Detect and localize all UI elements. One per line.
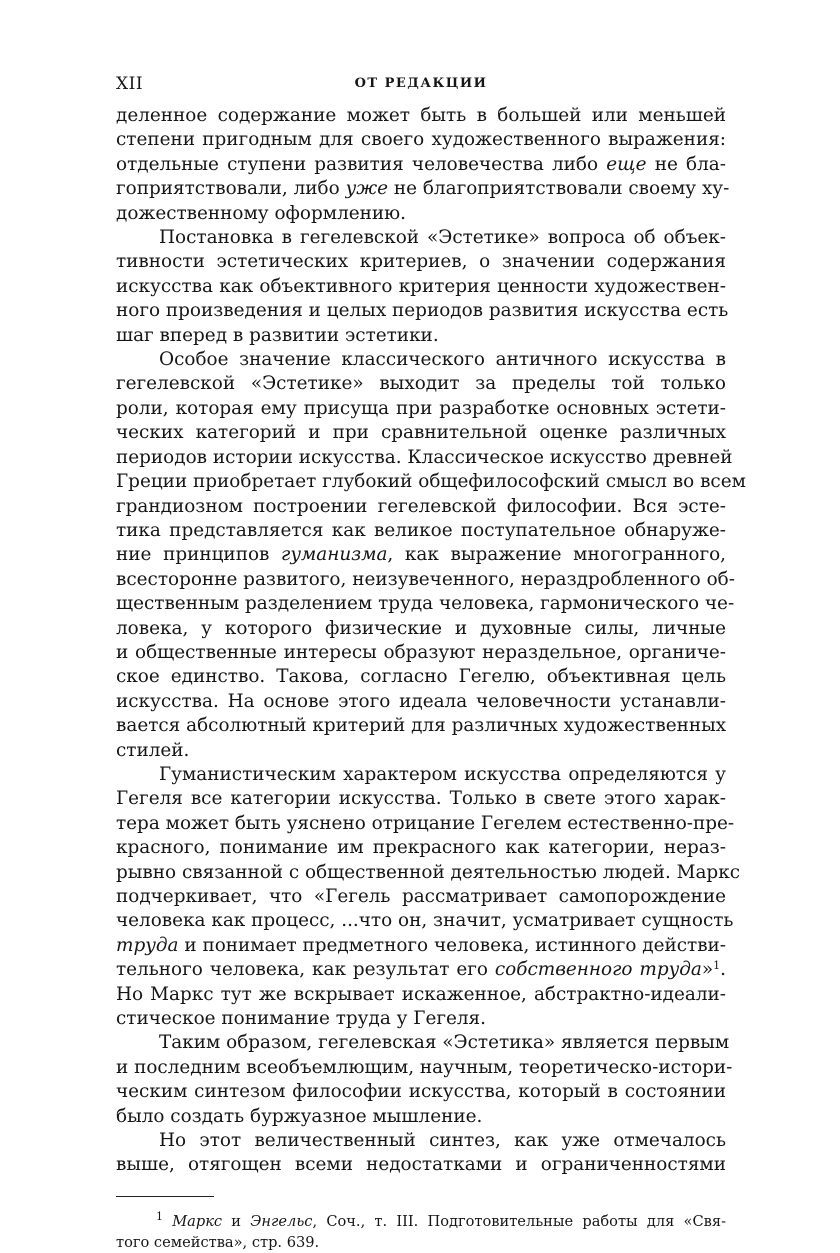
text-line: того семейства», стр. 639. [116, 1233, 320, 1251]
text-line: подчеркивает, что «Гегель рассматривает самопорождение [116, 886, 726, 907]
text-line: Греции приобретает глубокий общефилософский смысл во всем [116, 471, 746, 493]
paragraph [116, 104, 730, 226]
paragraph [116, 1129, 726, 1178]
text-line: Постановка в гегелевской «Эстетике» вопроса об объек- [159, 227, 726, 249]
paragraph [116, 1031, 733, 1129]
paragraph [116, 226, 729, 348]
text-line: Гегеля все категории искусства. Только в свете этого харак- [116, 788, 726, 810]
text-run: , как выражение многогранного, [387, 544, 726, 566]
text-run: тельного человека, как результат его [116, 959, 495, 981]
text-line: роли, которая ему присуща при разработке основных эстети- [116, 397, 726, 419]
footnote-divider [116, 1196, 214, 1197]
text-line: Гуманистическим характером искусства определяются у [159, 763, 726, 785]
text-line: искусства как объективного критерия ценности художествен- [116, 275, 726, 297]
book-page [116, 74, 746, 1253]
text-line: красного, понимание им прекрасного как категории, нераз- [116, 837, 726, 859]
text-line: степени пригодным для своего художественного выражения: [116, 129, 726, 151]
text-line: вается абсолютный критерий для различных художественных [116, 715, 727, 737]
text-line [116, 153, 726, 177]
text-line: стическое понимание труда у Гегеля. [116, 1008, 487, 1030]
text-run: . [720, 959, 727, 981]
text-line: стилей. [116, 739, 190, 761]
text-line: тера может быть уяснено отрицание Гегелем естественно-пре- [116, 812, 735, 834]
text-line: человека как процесс, ...что он, значит, усматривает сущность [116, 910, 734, 932]
text-line [116, 1211, 726, 1232]
text-line: и общественные интересы образуют нераздельное, органиче- [116, 641, 726, 663]
text-line: тивности эстетических критериев, о значении содержания [116, 251, 726, 273]
emphasis: Маркс [172, 1212, 223, 1230]
text-run: и [222, 1212, 251, 1230]
text-run: не бла- [646, 153, 726, 175]
emphasis: собственного труда [494, 959, 702, 981]
paragraph [116, 763, 740, 1031]
footnote-ref: 1 [713, 959, 721, 973]
text-line: деленное содержание может быть в большей или меньшей [116, 105, 726, 126]
text-line: было создать буржуазное мышление. [116, 1105, 483, 1127]
text-line: Таким образом, гегелевская «Эстетика» является первым [159, 1032, 730, 1054]
text-line: периодов истории искусства. Классическое искусство древней [116, 446, 733, 468]
text-line: щественным разделением труда человека, гармонического че- [116, 593, 735, 615]
text-line: дожественному оформлению. [116, 202, 407, 224]
emphasis: еще [606, 153, 647, 175]
text-line: ного произведения и целых периодов развития искусства есть [116, 300, 729, 322]
text-run: отдельные ступени развития человечества либо [116, 153, 607, 175]
text-line: рывно связанной с общественной деятельностью людей. Маркс [116, 861, 740, 883]
text-line [116, 177, 730, 201]
text-line: Но Маркс тут же вскрывает искаженное, абстрактно-идеали- [116, 983, 726, 1005]
text-run: ние принципов [116, 544, 282, 566]
text-line: искусства. На основе этого идеала человечности устанавли- [116, 690, 726, 712]
text-line: ское единство. Такова, согласно Гегелю, объективная цель [116, 666, 726, 688]
text-run: не благоприятствовали своему ху- [388, 178, 730, 200]
emphasis: Энгельс [250, 1212, 313, 1230]
text-run: гоприятствовали, либо [116, 178, 346, 200]
emphasis: гуманизма [281, 544, 388, 566]
body-text [116, 104, 746, 1178]
text-line: выше, отягощен всеми недостатками и ограниченностями [116, 1154, 726, 1176]
emphasis: труда [116, 934, 179, 956]
text-line: тика представляется как великое поступательное обнаруже- [116, 519, 726, 541]
text-line: ческих категорий и при сравнительной оценке различных [116, 422, 726, 444]
text-line: всесторонне развитого, неизувеченного, нераздробленного об- [116, 568, 735, 590]
running-title: ОТ РЕДАКЦИИ [354, 76, 488, 91]
page-number: XII [116, 74, 144, 94]
text-run: , Соч., т. III. Подготовительные работы для «Свя- [312, 1212, 726, 1230]
text-line: грандиозном построении гегелевской философии. Вся эсте- [116, 495, 726, 517]
text-line [116, 934, 726, 958]
text-line: Особое значение классического античного искусства в [159, 349, 726, 371]
emphasis: уже [345, 178, 389, 200]
text-line: ческим синтезом философии искусства, который в состоянии [116, 1081, 726, 1103]
text-line: и последним всеобъемлющим, научным, теоретическо-истори- [116, 1056, 733, 1078]
text-line: ловека, у которого физические и духовные силы, личные [116, 617, 726, 639]
page-header [116, 74, 726, 100]
text-line: гегелевской «Эстетике» выходит за пределы той только [116, 373, 726, 395]
text-line: шаг вперед в развитии эстетики. [116, 324, 439, 346]
text-run: » [701, 959, 714, 981]
paragraph [116, 348, 746, 763]
text-line: Но этот величественный синтез, как уже отмечалось [159, 1130, 726, 1152]
footnote-marker: 1 [156, 1209, 163, 1223]
text-run: и понимает предметного человека, истинного действи- [178, 934, 727, 956]
footnote [116, 1211, 726, 1253]
text-line [116, 958, 726, 982]
text-line [116, 543, 726, 567]
